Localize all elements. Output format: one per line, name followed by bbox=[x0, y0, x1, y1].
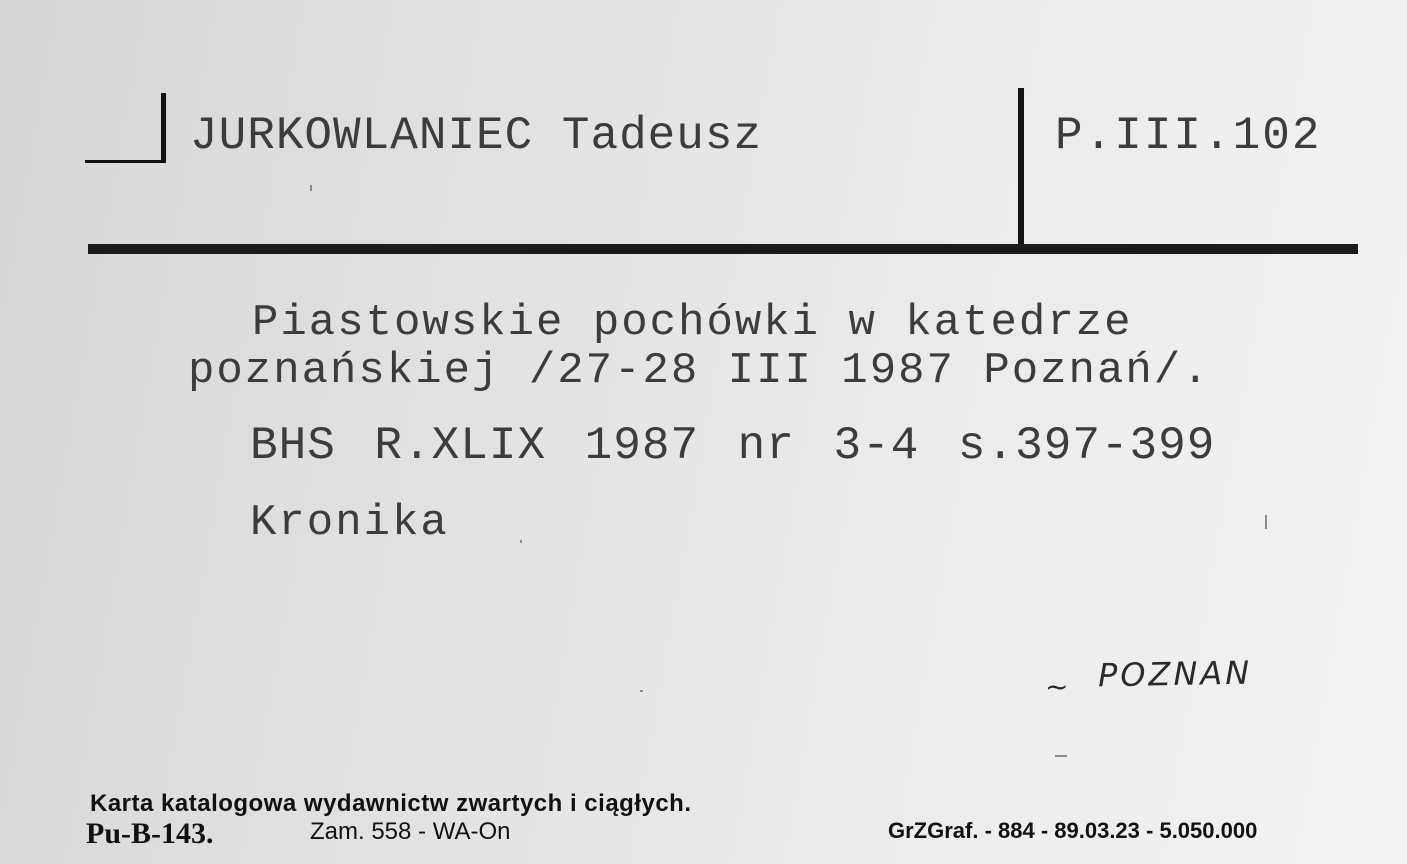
title-line-1: Piastowskie pochówki w katedrze bbox=[252, 298, 1133, 348]
card-title: Karta katalogowa wydawnictw zwartych i ciągłych. bbox=[90, 790, 692, 817]
subject-heading: Kronika bbox=[250, 498, 449, 548]
author-heading: JURKOWLANIEC Tadeusz bbox=[190, 110, 763, 162]
dust-speck bbox=[1265, 515, 1267, 529]
order-number: Zam. 558 - WA-On bbox=[310, 818, 511, 845]
handwritten-note: POZNAN bbox=[1097, 653, 1253, 695]
form-code: Pu-B-143. bbox=[86, 817, 214, 850]
source-citation: BHS R.XLIX 1987 nr 3-4 s.397-399 bbox=[250, 420, 1216, 472]
dust-speck bbox=[640, 690, 643, 692]
header-dash-rule bbox=[85, 160, 163, 163]
shelfmark-divider bbox=[1018, 88, 1024, 248]
shelfmark: P.III.102 bbox=[1055, 110, 1322, 162]
printer-imprint: GrZGraf. - 884 - 89.03.23 - 5.050.000 bbox=[888, 818, 1258, 843]
dust-speck bbox=[1055, 755, 1067, 757]
dust-speck bbox=[310, 185, 312, 191]
dust-speck bbox=[520, 540, 522, 543]
handwritten-dash: ~ bbox=[1045, 670, 1069, 703]
heading-rule bbox=[88, 244, 1358, 254]
header-tick-rule bbox=[161, 93, 166, 163]
title-line-2: poznańskiej /27-28 III 1987 Poznań/. bbox=[188, 346, 1211, 396]
